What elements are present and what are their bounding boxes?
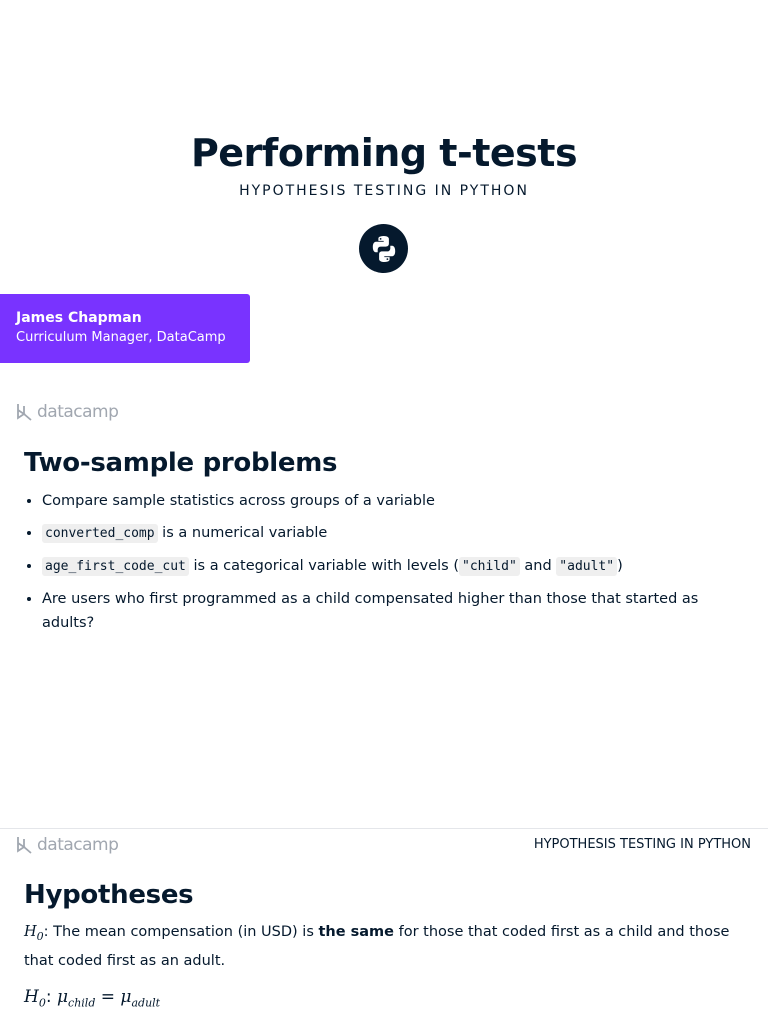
- author-card: [0, 294, 250, 363]
- slide-heading-hypotheses: Hypotheses: [24, 880, 194, 910]
- datacamp-wordmark: datacamp: [37, 835, 119, 855]
- h0-symbol: $H_0$: [24, 924, 44, 943]
- code-age-first-code-cut: age_first_code_cut: [42, 557, 189, 576]
- list-item: • age_first_code_cut is a categorical variable with levels ( "child" and "adult" ): [42, 554, 744, 579]
- code-child: "child": [459, 557, 520, 576]
- datacamp-logo: [16, 835, 118, 855]
- slide-divider: [0, 828, 768, 829]
- code-adult: "adult": [556, 557, 617, 576]
- list-item: • Compare sample statistics across groups of a variable: [42, 489, 744, 513]
- datacamp-logo: [16, 402, 118, 422]
- datacamp-logo-icon: [16, 402, 34, 422]
- author-role: Curriculum Manager, DataCamp: [16, 330, 226, 345]
- list-item: • Are users who first programmed as a child compensated higher than those that started as adults?: [42, 587, 744, 635]
- python-logo-icon: [359, 224, 408, 273]
- course-header: HYPOTHESIS TESTING IN PYTHON: [533, 837, 751, 852]
- list-item: • converted_comp is a numerical variable: [42, 521, 744, 546]
- slide-heading-two-sample: Two-sample problems: [24, 448, 338, 478]
- datacamp-wordmark: datacamp: [37, 402, 119, 422]
- datacamp-logo-icon: [16, 835, 34, 855]
- null-hypothesis-equation: $H_0$: $\mu_{child} = \mu_{adult}$: [24, 987, 161, 1010]
- null-hypothesis-text: $H_0$: The mean compensation (in USD) is the same for those that coded first as a child and those that coded first as an adult.: [24, 924, 730, 969]
- code-converted-comp: converted_comp: [42, 524, 158, 543]
- author-name: James Chapman: [16, 310, 142, 326]
- slide-subtitle: HYPOTHESIS TESTING IN PYTHON: [239, 183, 529, 199]
- bullet-list: [24, 489, 744, 643]
- slide-title: Performing t-tests: [190, 131, 578, 175]
